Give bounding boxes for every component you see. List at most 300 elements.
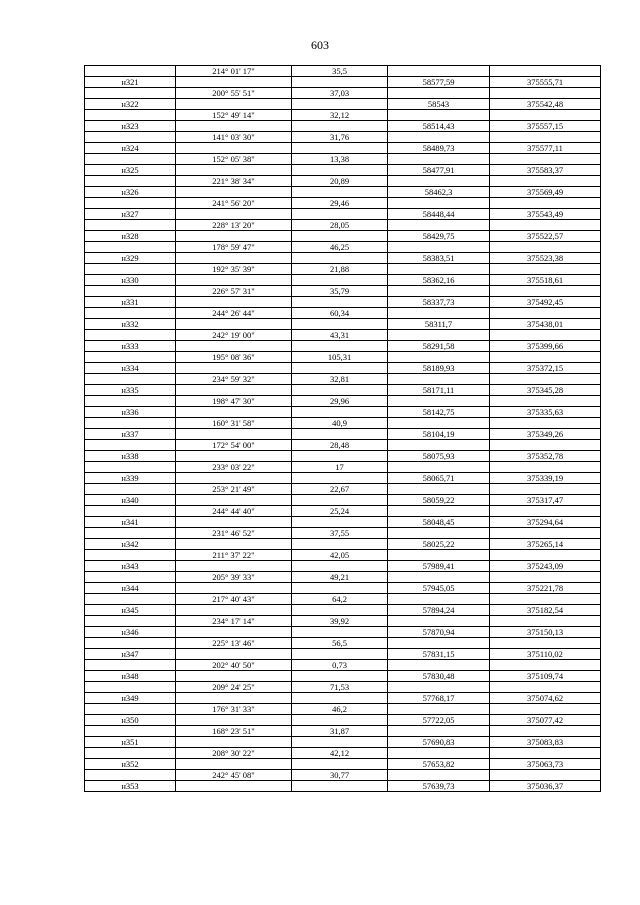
point-cell — [85, 506, 176, 517]
point-cell: н342 — [85, 539, 176, 550]
y-coordinate-cell — [490, 660, 601, 671]
x-coordinate-cell — [388, 176, 490, 187]
table-row-segment — [85, 154, 601, 165]
y-coordinate-cell — [490, 286, 601, 297]
point-cell: н348 — [85, 671, 176, 682]
x-coordinate-cell: 57831,15 — [388, 649, 490, 660]
distance-cell — [292, 671, 388, 682]
y-coordinate-cell — [490, 462, 601, 473]
x-coordinate-cell: 58577,59 — [388, 77, 490, 88]
y-coordinate-cell: 375518,61 — [490, 275, 601, 286]
point-cell — [85, 616, 176, 627]
distance-cell: 32,81 — [292, 374, 388, 385]
distance-cell — [292, 187, 388, 198]
page-number: 603 — [311, 38, 329, 52]
point-cell: н343 — [85, 561, 176, 572]
point-cell — [85, 748, 176, 759]
x-coordinate-cell: 58075,93 — [388, 451, 490, 462]
distance-cell: 29,46 — [292, 198, 388, 209]
point-cell — [85, 154, 176, 165]
table-row-point — [85, 715, 601, 726]
angle-cell: 195° 08' 36" — [176, 352, 292, 363]
x-coordinate-cell — [388, 286, 490, 297]
angle-cell — [176, 517, 292, 528]
table-row-point — [85, 231, 601, 242]
distance-cell — [292, 583, 388, 594]
x-coordinate-cell: 58543 — [388, 99, 490, 110]
point-cell — [85, 638, 176, 649]
distance-cell — [292, 737, 388, 748]
point-cell — [85, 308, 176, 319]
y-coordinate-cell — [490, 484, 601, 495]
angle-cell — [176, 759, 292, 770]
x-coordinate-cell: 58311,7 — [388, 319, 490, 330]
y-coordinate-cell — [490, 66, 601, 77]
x-coordinate-cell: 58065,71 — [388, 473, 490, 484]
y-coordinate-cell — [490, 418, 601, 429]
angle-cell — [176, 495, 292, 506]
distance-cell: 46,2 — [292, 704, 388, 715]
angle-cell: 141° 03' 30" — [176, 132, 292, 143]
distance-cell: 29,96 — [292, 396, 388, 407]
distance-cell — [292, 715, 388, 726]
y-coordinate-cell — [490, 572, 601, 583]
distance-cell — [292, 319, 388, 330]
point-cell — [85, 418, 176, 429]
y-coordinate-cell: 375583,37 — [490, 165, 601, 176]
point-cell — [85, 88, 176, 99]
distance-cell — [292, 429, 388, 440]
y-coordinate-cell: 375438,01 — [490, 319, 601, 330]
distance-cell: 17 — [292, 462, 388, 473]
distance-cell — [292, 781, 388, 792]
x-coordinate-cell: 57894,24 — [388, 605, 490, 616]
angle-cell: 242° 45' 08" — [176, 770, 292, 781]
distance-cell: 46,25 — [292, 242, 388, 253]
distance-cell — [292, 99, 388, 110]
y-coordinate-cell — [490, 748, 601, 759]
x-coordinate-cell: 58337,73 — [388, 297, 490, 308]
y-coordinate-cell — [490, 176, 601, 187]
y-coordinate-cell — [490, 506, 601, 517]
distance-cell: 105,31 — [292, 352, 388, 363]
point-cell: н339 — [85, 473, 176, 484]
angle-cell — [176, 671, 292, 682]
point-cell: н337 — [85, 429, 176, 440]
x-coordinate-cell: 58025,22 — [388, 539, 490, 550]
distance-cell — [292, 561, 388, 572]
table-row-segment — [85, 462, 601, 473]
x-coordinate-cell — [388, 550, 490, 561]
x-coordinate-cell: 58462,3 — [388, 187, 490, 198]
y-coordinate-cell — [490, 770, 601, 781]
y-coordinate-cell — [490, 704, 601, 715]
table-row-point — [85, 517, 601, 528]
distance-cell — [292, 209, 388, 220]
table-row-segment — [85, 770, 601, 781]
angle-cell — [176, 473, 292, 484]
angle-cell — [176, 429, 292, 440]
angle-cell: 202° 40' 50" — [176, 660, 292, 671]
y-coordinate-cell — [490, 110, 601, 121]
point-cell: н340 — [85, 495, 176, 506]
x-coordinate-cell: 58189,93 — [388, 363, 490, 374]
table-row-segment — [85, 374, 601, 385]
distance-cell: 21,88 — [292, 264, 388, 275]
distance-cell — [292, 517, 388, 528]
point-cell — [85, 440, 176, 451]
y-coordinate-cell — [490, 132, 601, 143]
table-row-segment — [85, 726, 601, 737]
point-cell: н347 — [85, 649, 176, 660]
y-coordinate-cell — [490, 198, 601, 209]
point-cell: н353 — [85, 781, 176, 792]
y-coordinate-cell: 375569,49 — [490, 187, 601, 198]
distance-cell — [292, 275, 388, 286]
x-coordinate-cell — [388, 220, 490, 231]
distance-cell: 22,67 — [292, 484, 388, 495]
y-coordinate-cell: 375349,26 — [490, 429, 601, 440]
table-row-point — [85, 473, 601, 484]
x-coordinate-cell — [388, 396, 490, 407]
point-cell — [85, 770, 176, 781]
point-cell — [85, 176, 176, 187]
x-coordinate-cell: 58362,16 — [388, 275, 490, 286]
distance-cell — [292, 605, 388, 616]
table-row-point — [85, 495, 601, 506]
angle-cell — [176, 693, 292, 704]
table-row-point — [85, 561, 601, 572]
x-coordinate-cell — [388, 726, 490, 737]
x-coordinate-cell: 57768,17 — [388, 693, 490, 704]
distance-cell — [292, 539, 388, 550]
point-cell: н328 — [85, 231, 176, 242]
table-row-segment — [85, 352, 601, 363]
y-coordinate-cell — [490, 528, 601, 539]
x-coordinate-cell: 58059,22 — [388, 495, 490, 506]
angle-cell: 198° 47' 30" — [176, 396, 292, 407]
point-cell: н323 — [85, 121, 176, 132]
point-cell: н351 — [85, 737, 176, 748]
y-coordinate-cell: 375542,48 — [490, 99, 601, 110]
y-coordinate-cell — [490, 396, 601, 407]
table-row-point — [85, 363, 601, 374]
y-coordinate-cell: 375317,47 — [490, 495, 601, 506]
angle-cell — [176, 737, 292, 748]
x-coordinate-cell — [388, 682, 490, 693]
table-row-point — [85, 253, 601, 264]
distance-cell: 64,2 — [292, 594, 388, 605]
x-coordinate-cell — [388, 110, 490, 121]
y-coordinate-cell: 375345,28 — [490, 385, 601, 396]
point-cell — [85, 594, 176, 605]
y-coordinate-cell: 375036,37 — [490, 781, 601, 792]
distance-cell — [292, 495, 388, 506]
angle-cell: 244° 44' 40" — [176, 506, 292, 517]
distance-cell: 35,79 — [292, 286, 388, 297]
angle-cell: 205° 39' 33" — [176, 572, 292, 583]
x-coordinate-cell — [388, 484, 490, 495]
x-coordinate-cell: 57639,73 — [388, 781, 490, 792]
x-coordinate-cell — [388, 154, 490, 165]
distance-cell: 40,9 — [292, 418, 388, 429]
point-cell: н352 — [85, 759, 176, 770]
point-cell — [85, 352, 176, 363]
angle-cell — [176, 451, 292, 462]
x-coordinate-cell — [388, 132, 490, 143]
point-cell — [85, 220, 176, 231]
y-coordinate-cell: 375339,19 — [490, 473, 601, 484]
distance-cell — [292, 759, 388, 770]
angle-cell: 160° 31' 58" — [176, 418, 292, 429]
point-cell: н345 — [85, 605, 176, 616]
point-cell — [85, 462, 176, 473]
angle-cell: 172° 54' 00" — [176, 440, 292, 451]
distance-cell — [292, 253, 388, 264]
y-coordinate-cell: 375110,02 — [490, 649, 601, 660]
x-coordinate-cell — [388, 264, 490, 275]
x-coordinate-cell: 57722,05 — [388, 715, 490, 726]
angle-cell — [176, 275, 292, 286]
y-coordinate-cell — [490, 682, 601, 693]
x-coordinate-cell: 58489,73 — [388, 143, 490, 154]
point-cell — [85, 330, 176, 341]
y-coordinate-cell — [490, 308, 601, 319]
point-cell — [85, 704, 176, 715]
x-coordinate-cell: 58104,19 — [388, 429, 490, 440]
x-coordinate-cell — [388, 660, 490, 671]
table-row-segment — [85, 418, 601, 429]
angle-cell — [176, 319, 292, 330]
x-coordinate-cell — [388, 352, 490, 363]
distance-cell — [292, 649, 388, 660]
point-cell — [85, 132, 176, 143]
x-coordinate-cell — [388, 242, 490, 253]
distance-cell — [292, 407, 388, 418]
x-coordinate-cell: 58383,51 — [388, 253, 490, 264]
angle-cell — [176, 363, 292, 374]
distance-cell: 30,77 — [292, 770, 388, 781]
angle-cell — [176, 297, 292, 308]
distance-cell — [292, 341, 388, 352]
angle-cell: 234° 59' 32" — [176, 374, 292, 385]
x-coordinate-cell: 57690,83 — [388, 737, 490, 748]
angle-cell: 211° 37' 22" — [176, 550, 292, 561]
table-row-point — [85, 583, 601, 594]
point-cell — [85, 264, 176, 275]
table-row-point — [85, 649, 601, 660]
distance-cell — [292, 363, 388, 374]
x-coordinate-cell: 58291,58 — [388, 341, 490, 352]
table-row-segment — [85, 616, 601, 627]
distance-cell: 35,5 — [292, 66, 388, 77]
y-coordinate-cell: 375399,66 — [490, 341, 601, 352]
distance-cell — [292, 165, 388, 176]
point-cell — [85, 286, 176, 297]
angle-cell — [176, 209, 292, 220]
point-cell: н336 — [85, 407, 176, 418]
angle-cell — [176, 143, 292, 154]
y-coordinate-cell: 375555,71 — [490, 77, 601, 88]
angle-cell: 221° 38' 34" — [176, 176, 292, 187]
point-cell — [85, 198, 176, 209]
point-cell: н330 — [85, 275, 176, 286]
table-row-point — [85, 781, 601, 792]
table-row-segment — [85, 484, 601, 495]
coordinates-table-body — [85, 66, 601, 792]
x-coordinate-cell: 58048,45 — [388, 517, 490, 528]
table-row-segment — [85, 748, 601, 759]
angle-cell — [176, 231, 292, 242]
angle-cell: 244° 26' 44" — [176, 308, 292, 319]
angle-cell — [176, 187, 292, 198]
table-row-segment — [85, 704, 601, 715]
point-cell: н325 — [85, 165, 176, 176]
angle-cell — [176, 407, 292, 418]
table-row-segment — [85, 66, 601, 77]
table-row-point — [85, 385, 601, 396]
angle-cell: 192° 35' 39" — [176, 264, 292, 275]
point-cell: н341 — [85, 517, 176, 528]
table-row-point — [85, 121, 601, 132]
y-coordinate-cell — [490, 88, 601, 99]
x-coordinate-cell: 58448,44 — [388, 209, 490, 220]
distance-cell — [292, 297, 388, 308]
angle-cell — [176, 99, 292, 110]
point-cell — [85, 682, 176, 693]
distance-cell: 49,21 — [292, 572, 388, 583]
y-coordinate-cell: 375492,45 — [490, 297, 601, 308]
x-coordinate-cell — [388, 770, 490, 781]
distance-cell — [292, 385, 388, 396]
table-row-segment — [85, 88, 601, 99]
point-cell — [85, 572, 176, 583]
distance-cell: 42,05 — [292, 550, 388, 561]
angle-cell — [176, 715, 292, 726]
x-coordinate-cell — [388, 440, 490, 451]
angle-cell: 178° 59' 47" — [176, 242, 292, 253]
table-row-segment — [85, 198, 601, 209]
table-row-point — [85, 99, 601, 110]
y-coordinate-cell — [490, 242, 601, 253]
table-row-point — [85, 451, 601, 462]
angle-cell — [176, 121, 292, 132]
point-cell — [85, 66, 176, 77]
distance-cell: 28,05 — [292, 220, 388, 231]
x-coordinate-cell: 58514,43 — [388, 121, 490, 132]
x-coordinate-cell — [388, 528, 490, 539]
distance-cell: 32,12 — [292, 110, 388, 121]
y-coordinate-cell — [490, 726, 601, 737]
point-cell: н332 — [85, 319, 176, 330]
angle-cell: 233° 03' 22" — [176, 462, 292, 473]
x-coordinate-cell: 57870,94 — [388, 627, 490, 638]
x-coordinate-cell: 58171,11 — [388, 385, 490, 396]
distance-cell — [292, 473, 388, 484]
distance-cell — [292, 451, 388, 462]
y-coordinate-cell — [490, 616, 601, 627]
distance-cell: 25,24 — [292, 506, 388, 517]
y-coordinate-cell — [490, 638, 601, 649]
angle-cell: 253° 21' 49" — [176, 484, 292, 495]
x-coordinate-cell — [388, 198, 490, 209]
table-row-segment — [85, 594, 601, 605]
table-row-segment — [85, 110, 601, 121]
angle-cell — [176, 165, 292, 176]
y-coordinate-cell: 375077,42 — [490, 715, 601, 726]
table-row-point — [85, 671, 601, 682]
point-cell: н335 — [85, 385, 176, 396]
point-cell: н326 — [85, 187, 176, 198]
x-coordinate-cell: 57989,41 — [388, 561, 490, 572]
y-coordinate-cell: 375294,64 — [490, 517, 601, 528]
x-coordinate-cell — [388, 308, 490, 319]
y-coordinate-cell — [490, 154, 601, 165]
angle-cell — [176, 627, 292, 638]
y-coordinate-cell: 375221,78 — [490, 583, 601, 594]
y-coordinate-cell: 375243,09 — [490, 561, 601, 572]
x-coordinate-cell — [388, 88, 490, 99]
y-coordinate-cell — [490, 352, 601, 363]
point-cell: н331 — [85, 297, 176, 308]
angle-cell: 225° 13' 46" — [176, 638, 292, 649]
point-cell — [85, 374, 176, 385]
distance-cell: 37,03 — [292, 88, 388, 99]
table-row-segment — [85, 572, 601, 583]
angle-cell — [176, 341, 292, 352]
table-row-segment — [85, 440, 601, 451]
distance-cell: 42,12 — [292, 748, 388, 759]
table-row-point — [85, 539, 601, 550]
table-row-point — [85, 693, 601, 704]
distance-cell: 43,31 — [292, 330, 388, 341]
angle-cell: 231° 46' 52" — [176, 528, 292, 539]
table-row-point — [85, 209, 601, 220]
y-coordinate-cell: 375063,73 — [490, 759, 601, 770]
table-row-segment — [85, 220, 601, 231]
table-row-point — [85, 165, 601, 176]
distance-cell: 31,87 — [292, 726, 388, 737]
x-coordinate-cell: 57653,82 — [388, 759, 490, 770]
point-cell — [85, 660, 176, 671]
y-coordinate-cell: 375335,63 — [490, 407, 601, 418]
table-row-point — [85, 275, 601, 286]
table-row-segment — [85, 176, 601, 187]
x-coordinate-cell — [388, 638, 490, 649]
x-coordinate-cell: 57945,05 — [388, 583, 490, 594]
point-cell — [85, 396, 176, 407]
x-coordinate-cell: 57830,48 — [388, 671, 490, 682]
table-row-point — [85, 77, 601, 88]
angle-cell: 200° 55' 51" — [176, 88, 292, 99]
distance-cell — [292, 143, 388, 154]
table-row-point — [85, 737, 601, 748]
point-cell — [85, 110, 176, 121]
point-cell: н349 — [85, 693, 176, 704]
table-row-segment — [85, 528, 601, 539]
x-coordinate-cell — [388, 572, 490, 583]
table-row-point — [85, 407, 601, 418]
distance-cell: 28,48 — [292, 440, 388, 451]
angle-cell — [176, 385, 292, 396]
y-coordinate-cell: 375083,83 — [490, 737, 601, 748]
y-coordinate-cell: 375150,13 — [490, 627, 601, 638]
distance-cell: 20,89 — [292, 176, 388, 187]
point-cell: н324 — [85, 143, 176, 154]
distance-cell: 31,76 — [292, 132, 388, 143]
distance-cell: 0,73 — [292, 660, 388, 671]
x-coordinate-cell — [388, 330, 490, 341]
